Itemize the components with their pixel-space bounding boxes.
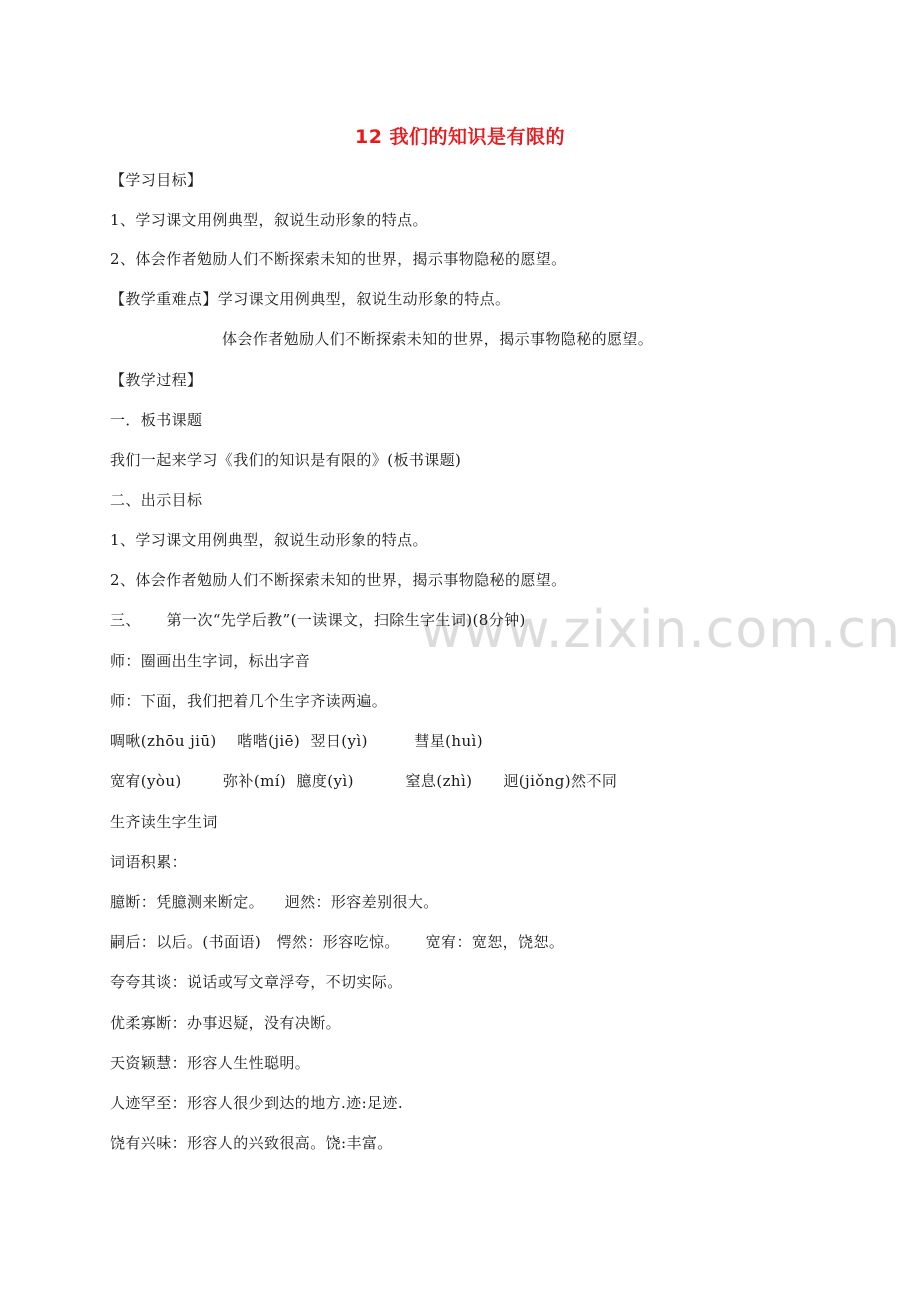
step-2-objective-2: 2、体会作者勉励人们不断探索未知的世界，揭示事物隐秘的愿望。 [110, 571, 567, 589]
step-3-heading: 三、 第一次“先学后教”(一读课文，扫除生字生词)(8分钟) [110, 611, 526, 629]
step-2-objective-1: 1、学习课文用例典型，叙说生动形象的特点。 [110, 531, 428, 549]
step-1-heading: 一．板书课题 [110, 411, 203, 429]
teacher-instruction-2: 师：下面，我们把着几个生字齐读两遍。 [110, 692, 388, 710]
definition-row-4: 优柔寡断：办事迟疑，没有决断。 [110, 1014, 342, 1032]
objective-1: 1、学习课文用例典型，叙说生动形象的特点。 [110, 211, 428, 229]
definition-row-5: 天资颖慧：形容人生性聪明。 [110, 1054, 311, 1072]
definition-row-3: 夸夸其谈：说话或写文章浮夸，不切实际。 [110, 973, 403, 991]
key-points: 【教学重难点】学习课文用例典型，叙说生动形象的特点。 [110, 290, 511, 308]
key-points-continued: 体会作者勉励人们不断探索未知的世界，揭示事物隐秘的愿望。 [222, 330, 654, 348]
watermark: www.zixin.com.cn [420, 600, 901, 660]
vocab-accumulation-heading: 词语积累： [110, 853, 188, 871]
step-1-text: 我们一起来学习《我们的知识是有限的》(板书课题) [110, 451, 462, 469]
definition-row-2: 嗣后：以后。(书面语) 愕然：形容吃惊。 宽宥：宽恕，饶恕。 [110, 933, 565, 951]
page-title: 12 我们的知识是有限的 [354, 126, 566, 148]
objective-2: 2、体会作者勉励人们不断探索未知的世界，揭示事物隐秘的愿望。 [110, 250, 567, 268]
vocab-row-2: 宽宥(yòu) 弥补(mí) 臆度(yì) 窒息(zhì) 迥(jiǒng)然不同 [110, 772, 618, 790]
teacher-instruction-1: 师：圈画出生字词，标出字音 [110, 652, 311, 670]
definition-row-1: 臆断：凭臆测来断定。 迥然：形容差别很大。 [110, 893, 439, 911]
section-heading-objectives: 【学习目标】 [110, 171, 203, 189]
step-2-heading: 二、出示目标 [110, 491, 203, 509]
definition-row-7: 饶有兴味：形容人的兴致很高。饶:丰富。 [110, 1134, 393, 1152]
students-read: 生齐读生字生词 [110, 813, 218, 831]
section-heading-process: 【教学过程】 [110, 371, 203, 389]
vocab-row-1: 啁啾(zhōu jiū) 喈喈(jiē) 翌日(yì) 彗星(huì) [110, 732, 483, 750]
definition-row-6: 人迹罕至：形容人很少到达的地方.迹:足迹. [110, 1094, 403, 1112]
